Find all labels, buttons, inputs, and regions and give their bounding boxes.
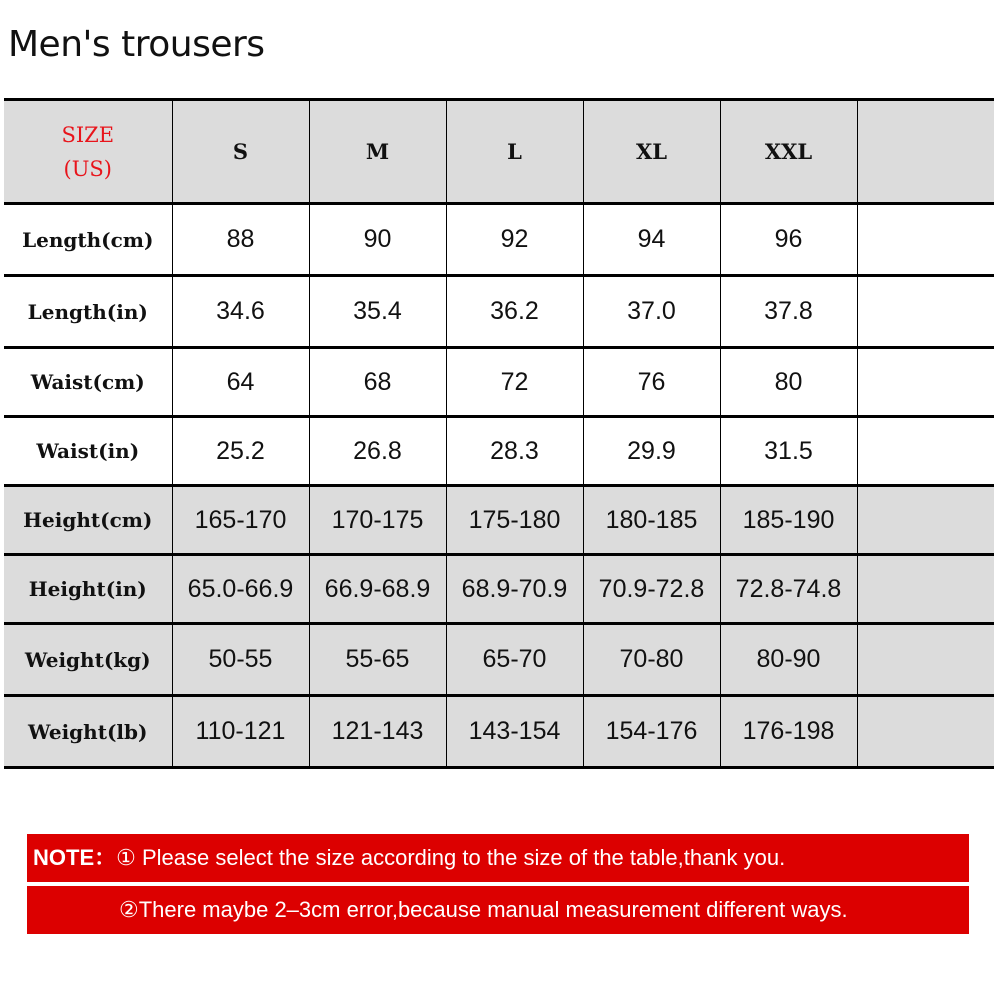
table-cell: 35.4 [309,276,446,348]
empty-cell [857,696,994,768]
table-cell: 176-198 [720,696,857,768]
table-row [4,486,994,555]
table-cell: 50-55 [172,624,309,696]
table-cell: 70.9-72.8 [583,555,720,624]
size-header-xl: XL [583,100,720,204]
table-row [4,348,994,417]
size-label-line2: (US) [63,156,112,181]
page-title: Men's trousers [8,24,265,65]
table-cell: 37.0 [583,276,720,348]
table-cell: 96 [720,204,857,276]
table-row [4,696,994,768]
table-cell: 180-185 [583,486,720,555]
row-label: Length(cm) [4,204,172,276]
row-label: Height(cm) [4,486,172,555]
table-cell: 31.5 [720,417,857,486]
table-cell: 143-154 [446,696,583,768]
table-header-row [4,100,994,204]
table-cell: 25.2 [172,417,309,486]
table-cell: 76 [583,348,720,417]
size-header-s: S [172,100,309,204]
table-cell: 185-190 [720,486,857,555]
size-header-m: M [309,100,446,204]
table-cell: 34.6 [172,276,309,348]
table-cell: 80-90 [720,624,857,696]
size-us-header [4,100,172,204]
table-cell: 55-65 [309,624,446,696]
table-cell: 65-70 [446,624,583,696]
table-cell: 28.3 [446,417,583,486]
note-line-1: ① Please select the size according to the size of the table,thank you. [116,845,786,870]
table-cell: 175-180 [446,486,583,555]
table-cell: 94 [583,204,720,276]
row-label: Weight(kg) [4,624,172,696]
table-cell: 154-176 [583,696,720,768]
table-cell: 37.8 [720,276,857,348]
size-header-xxl: XXL [720,100,857,204]
row-label: Length(in) [4,276,172,348]
table-cell: 92 [446,204,583,276]
row-label: Waist(cm) [4,348,172,417]
table-cell: 110-121 [172,696,309,768]
note-bar-2 [27,886,969,934]
table-row [4,555,994,624]
table-cell: 170-175 [309,486,446,555]
table-cell: 165-170 [172,486,309,555]
size-chart-table [4,98,994,769]
size-header-l: L [446,100,583,204]
table-cell: 65.0-66.9 [172,555,309,624]
table-cell: 72.8-74.8 [720,555,857,624]
empty-cell [857,624,994,696]
table-row [4,624,994,696]
table-row [4,276,994,348]
table-cell: 29.9 [583,417,720,486]
empty-cell [857,276,994,348]
note-line-2: ②There maybe 2–3cm error,because manual measurement different ways. [119,897,848,922]
table-cell: 66.9-68.9 [309,555,446,624]
empty-cell [857,486,994,555]
table-cell: 26.8 [309,417,446,486]
empty-cell [857,555,994,624]
table-cell: 88 [172,204,309,276]
table-cell: 70-80 [583,624,720,696]
empty-header-cell [857,100,994,204]
table-row [4,204,994,276]
note-bar-1 [27,834,969,882]
table-cell: 80 [720,348,857,417]
table-cell: 68 [309,348,446,417]
table-cell: 68.9-70.9 [446,555,583,624]
table-cell: 121-143 [309,696,446,768]
empty-cell [857,417,994,486]
note-prefix: NOTE： [33,845,117,870]
row-label: Height(in) [4,555,172,624]
empty-cell [857,348,994,417]
table-cell: 72 [446,348,583,417]
table-cell: 64 [172,348,309,417]
empty-cell [857,204,994,276]
table-cell: 36.2 [446,276,583,348]
table-cell: 90 [309,204,446,276]
row-label: Waist(in) [4,417,172,486]
row-label: Weight(lb) [4,696,172,768]
size-label-line1: SIZE [61,122,115,147]
table-row [4,417,994,486]
